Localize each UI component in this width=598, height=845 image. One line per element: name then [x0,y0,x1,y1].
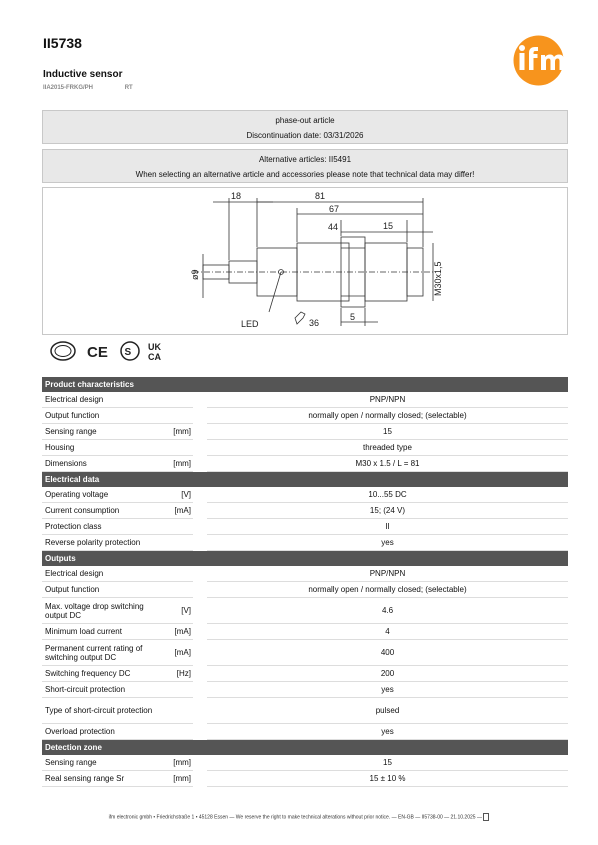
spec-unit: [mm] [168,755,193,771]
spec-gap [193,503,207,519]
dim-36: 36 [309,318,320,328]
phase-out-text: phase-out article [275,116,335,125]
spec-row [42,408,568,424]
spec-label: Output function [42,582,168,598]
spec-gap [193,666,207,682]
spec-value: pulsed [207,698,568,724]
spec-label: Overload protection [42,724,168,740]
dim-67: 67 [329,204,340,214]
spec-label: Max. voltage drop switching output DC [42,598,168,624]
spec-gap [193,771,207,787]
ifm-logo [509,35,568,86]
footer-text: ifm electronic gmbh • Friedrichstraße 1 • 45128 Essen — We reserve the right to make technical alterations without prior notice. — EN-GB — II5738-00 — 21.10.2025 — [108,814,482,821]
spec-unit [168,582,193,598]
spec-value: threaded type [207,440,568,456]
spec-value: II [207,519,568,535]
spec-unit: [V] [168,598,193,624]
spec-row [42,755,568,771]
spec-row [42,666,568,682]
ce-icon: CE [87,344,108,361]
spec-row [42,582,568,598]
section-title: Electrical data [42,472,568,488]
spec-label: Short-circuit protection [42,682,168,698]
spec-gap [193,566,207,582]
spec-gap [193,624,207,640]
dim-phi9: ø9 [190,269,200,280]
section-header [42,740,568,756]
spec-gap [193,724,207,740]
spec-label: Sensing range [42,424,168,440]
spec-value: yes [207,724,568,740]
product-subtitle: Inductive sensor [43,69,123,80]
phase-out-notice [42,110,568,144]
spec-value: 15 [207,424,568,440]
csa-icon [121,342,139,360]
dimension-drawing [42,187,568,335]
dim-m30: M30x1,5 [433,261,443,296]
spec-row [42,771,568,787]
spec-value: 200 [207,666,568,682]
spec-gap [193,698,207,724]
spec-row [42,424,568,440]
ccc-icon [51,342,75,360]
spec-unit [168,724,193,740]
spec-label: Sensing range [42,755,168,771]
spec-row [42,440,568,456]
dim-15: 15 [383,221,394,231]
spec-gap [193,598,207,624]
spec-unit [168,519,193,535]
spec-value: M30 x 1.5 / L = 81 [207,456,568,472]
spec-unit [168,408,193,424]
spec-unit [168,535,193,551]
spec-gap [193,424,207,440]
spec-value: yes [207,682,568,698]
page-footer [0,813,598,821]
section-title: Detection zone [42,740,568,756]
product-title: II5738 [43,35,82,51]
page-icon [483,813,489,821]
spec-gap [193,456,207,472]
article-code-2: RT [124,85,133,91]
spec-row [42,640,568,666]
spec-row [42,566,568,582]
spec-row [42,724,568,740]
spec-gap [193,519,207,535]
spec-row [42,698,568,724]
spec-gap [193,392,207,408]
dim-5: 5 [350,312,356,322]
spec-row [42,503,568,519]
spec-gap [193,440,207,456]
spec-label: Operating voltage [42,487,168,503]
spec-gap [193,535,207,551]
spec-value: 4.6 [207,598,568,624]
ukca-icon-bottom: CA [148,352,161,362]
spec-unit: [mm] [168,424,193,440]
section-title: Product characteristics [42,377,568,392]
sensor-drawing [43,188,567,334]
spec-value: PNP/NPN [207,566,568,582]
section-header [42,551,568,567]
wrench-icon [295,312,305,324]
spec-label: Output function [42,408,168,424]
dim-81: 81 [315,191,326,201]
spec-label: Type of short-circuit protection [42,698,168,724]
spec-unit: [mm] [168,456,193,472]
spec-label: Current consumption [42,503,168,519]
spec-table [42,377,568,787]
article-code: IIA2015-FRKG/PH [43,85,94,91]
alternative-warning: When selecting an alternative article and accessories please note that technical data may differ! [135,170,475,179]
spec-label: Electrical design [42,566,168,582]
spec-value: 15 [207,755,568,771]
dim-44: 44 [328,222,339,232]
spec-unit [168,682,193,698]
spec-unit: [mm] [168,771,193,787]
spec-label: Switching frequency DC [42,666,168,682]
spec-row [42,598,568,624]
section-header [42,377,568,392]
spec-gap [193,640,207,666]
spec-unit: [mA] [168,640,193,666]
spec-row [42,682,568,698]
spec-unit [168,566,193,582]
spec-label: Protection class [42,519,168,535]
spec-row [42,487,568,503]
spec-unit [168,698,193,724]
spec-gap [193,682,207,698]
spec-value: 10...55 DC [207,487,568,503]
spec-label: Reverse polarity protection [42,535,168,551]
spec-row [42,624,568,640]
spec-label: Permanent current rating of switching output DC [42,640,168,666]
spec-unit [168,392,193,408]
svg-text:S: S [124,347,132,358]
spec-value: 400 [207,640,568,666]
spec-row [42,535,568,551]
alternative-articles: Alternative articles: II5491 [258,155,352,164]
spec-gap [193,755,207,771]
spec-value: normally open / normally closed; (selectable) [207,408,568,424]
ukca-icon-top: UK [148,342,161,352]
spec-unit: [V] [168,487,193,503]
spec-row [42,392,568,408]
product-codes [43,85,133,91]
spec-label: Real sensing range Sr [42,771,168,787]
spec-unit [168,440,193,456]
certification-marks [50,340,180,362]
alternative-notice [42,149,568,183]
spec-unit: [mA] [168,503,193,519]
cert-icons [50,340,180,362]
spec-value: 4 [207,624,568,640]
spec-row [42,456,568,472]
spec-value: normally open / normally closed; (selectable) [207,582,568,598]
spec-label: Dimensions [42,456,168,472]
spec-label: Housing [42,440,168,456]
spec-unit: [mA] [168,624,193,640]
discontinuation-date: Discontinuation date: 03/31/2026 [246,131,364,140]
spec-label: Minimum load current [42,624,168,640]
spec-unit: [Hz] [168,666,193,682]
spec-gap [193,487,207,503]
label-led: LED [241,319,259,329]
spec-row [42,519,568,535]
spec-value: PNP/NPN [207,392,568,408]
spec-value: yes [207,535,568,551]
section-header [42,472,568,488]
section-title: Outputs [42,551,568,567]
dim-18: 18 [231,191,242,201]
spec-value: 15; (24 V) [207,503,568,519]
spec-gap [193,582,207,598]
spec-label: Electrical design [42,392,168,408]
spec-gap [193,408,207,424]
spec-value: 15 ± 10 % [207,771,568,787]
